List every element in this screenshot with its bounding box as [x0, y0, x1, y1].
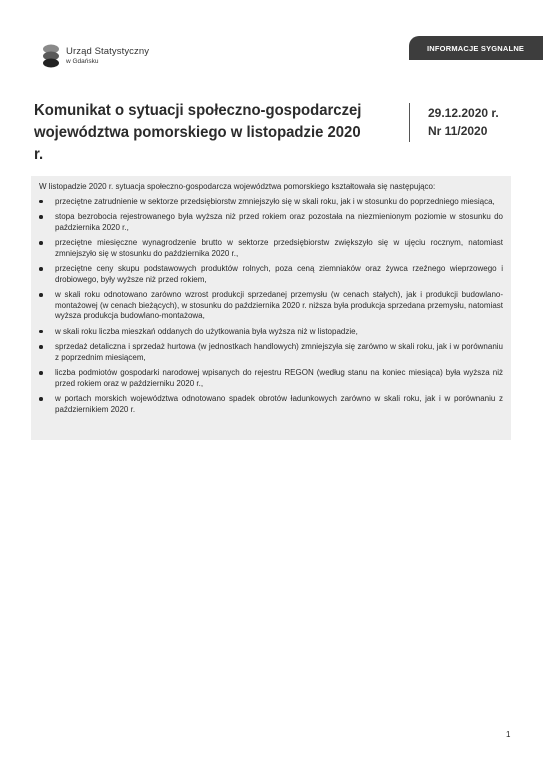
publication-number: Nr 11/2020: [428, 124, 488, 138]
summary-item: [39, 290, 503, 322]
title-line-2: województwa pomorskiego w listopadzie 2020 r.: [34, 124, 361, 163]
bullet-icon: [39, 267, 43, 271]
summary-item: [39, 264, 503, 285]
bullet-icon: [39, 397, 43, 401]
bullet-icon: [39, 200, 43, 204]
publication-date: 29.12.2020 r.: [428, 106, 499, 120]
summary-item-text: stopa bezrobocia rejestrowanego była wyższa niż przed rokiem oraz pozostała na niezmienionym poziomie w stosunku do października 2020 r.,: [55, 212, 503, 232]
summary-item: [39, 394, 503, 415]
summary-item: [39, 368, 503, 389]
bullet-icon: [39, 241, 43, 245]
summary-item-text: w skali roku liczba mieszkań oddanych do użytkowania była wyższa niż w listopadzie,: [55, 326, 358, 336]
summary-item-text: przeciętne ceny skupu podstawowych produktów rolnych, poza ceną ziemniaków oraz żywca rzeźnego wieprzowego i drobiowego, były wyższe niż przed rokiem,: [55, 264, 503, 284]
title-divider: [409, 103, 410, 142]
summary-list: [39, 197, 503, 416]
logo-location: w Gdańsku: [66, 57, 99, 65]
summary-item: [39, 238, 503, 259]
bullet-icon: [39, 330, 43, 334]
bullet-icon: [39, 371, 43, 375]
summary-item-text: w portach morskich województwa odnotowano spadek obrotów ładunkowych zarówno w skali roku, jak i w porównaniu z październikiem 2020 r.: [55, 394, 503, 414]
institution-logo: [40, 42, 149, 70]
bullet-icon: [39, 215, 43, 219]
publication-info: [428, 104, 499, 140]
summary-item-text: przeciętne zatrudnienie w sektorze przedsiębiorstw zmniejszyło się w skali roku, jak i w stosunku do poprzedniego miesiąca,: [55, 196, 495, 206]
title-line-1: Komunikat o sytuacji społeczno-gospodarczej: [34, 102, 362, 119]
summary-item-text: sprzedaż detaliczna i sprzedaż hurtowa (w jednostkach handlowych) zmniejszyła się zarówno w skali roku, jak i w porównaniu z poprzednim miesiącem,: [55, 342, 503, 362]
page-number: 1: [506, 730, 511, 739]
logo-icon: [40, 42, 62, 70]
summary-item: [39, 212, 503, 233]
summary-intro: W listopadzie 2020 r. sytuacja społeczno-gospodarcza województwa pomorskiego kształtowała się następująco:: [39, 182, 436, 191]
summary-item: [39, 342, 503, 363]
page-title: [34, 100, 369, 166]
summary-item-text: przeciętne miesięczne wynagrodzenie brutto w sektorze przedsiębiorstw zwiększyło się w ujęciu rocznym, natomiast zmniejszyło się w stosunku do października 2020 r.,: [55, 238, 503, 258]
summary-item: [39, 197, 503, 208]
summary-item-text: w skali roku odnotowano zarówno wzrost produkcji sprzedanej przemysłu (w cenach stałych), jak i produkcji budowlano-montażowej (w cenach bieżących), w stosunku do października 2020 r. niższa była produkcja sprzedana przemysłu, natomiast wyższa produkcja budowlano-montażowa,: [55, 290, 503, 320]
section-badge: INFORMACJE SYGNALNE: [409, 36, 543, 60]
logo-name: Urząd Statystyczny: [66, 46, 150, 58]
summary-item-text: liczba podmiotów gospodarki narodowej wpisanych do rejestru REGON (według stanu na koniec miesiąca) była wyższa niż przed rokiem oraz w październiku 2020 r.,: [55, 368, 503, 388]
bullet-icon: [39, 345, 43, 349]
summary-item: [39, 327, 503, 338]
summary-box: [31, 176, 511, 440]
bullet-icon: [39, 293, 43, 297]
